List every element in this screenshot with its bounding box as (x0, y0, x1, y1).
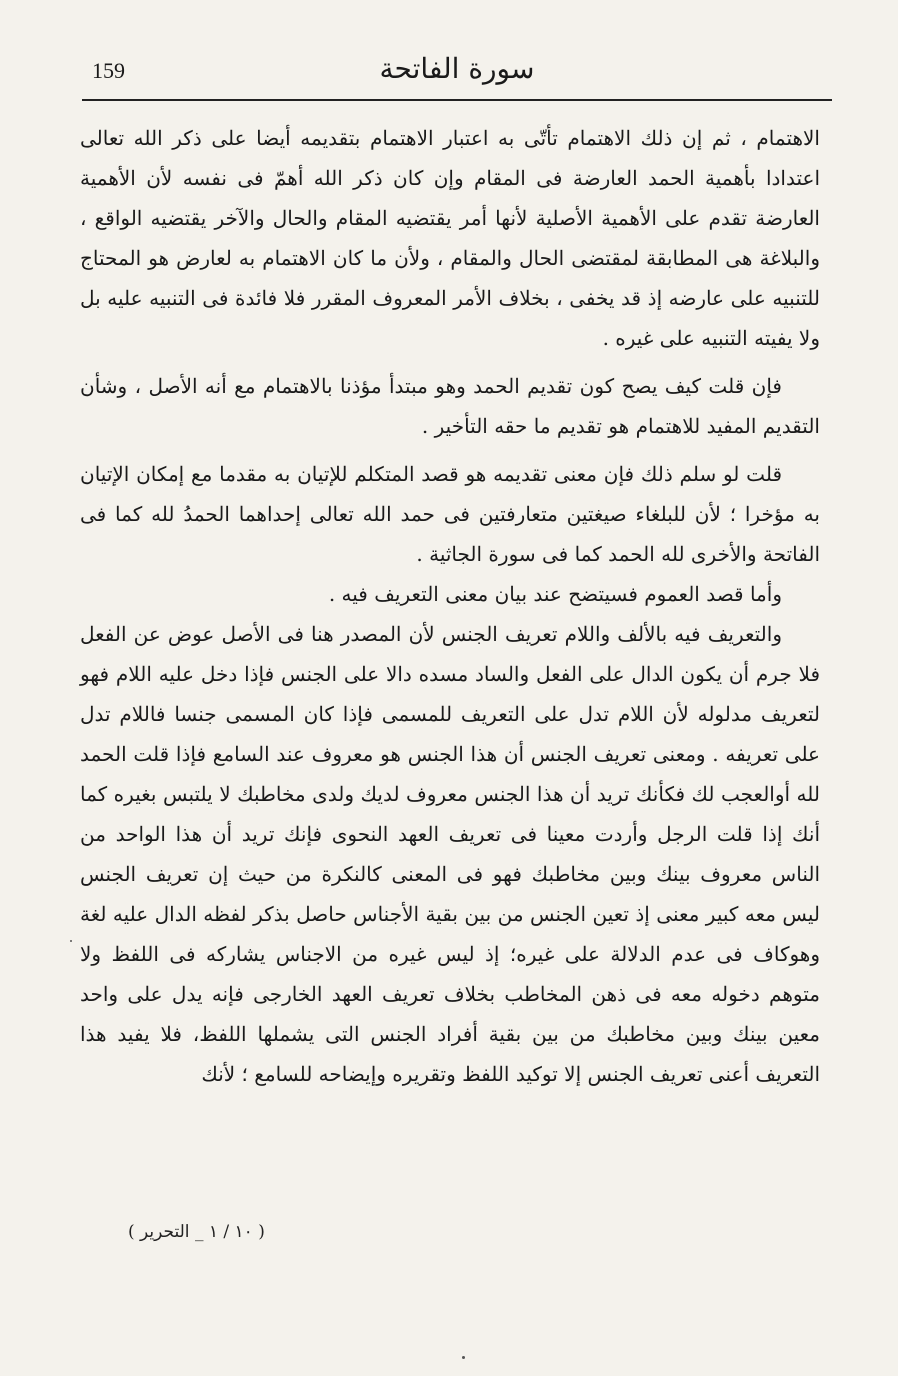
printer-signature: ( ١٠ / ١ _ التحرير ) (128, 1222, 265, 1242)
paper-speck (462, 1356, 465, 1359)
header-rule (82, 99, 832, 101)
page-header (82, 48, 832, 98)
paper-speck (70, 940, 72, 942)
paragraph-2: فإن قلت كيف يصح كون تقديم الحمد وهو مبتدأ مؤذنا بالاهتمام مع أنه الأصل ، وشأن التقديم المفيد للاهتمام هو تقديم ما حقه التأخير . (80, 374, 820, 438)
paragraph-3: قلت لو سلم ذلك فإن معنى تقديمه هو قصد المتكلم للإتيان به مقدما مع إمكان الإتيان به مؤخرا ؛ لأن للبلغاء صيغتين متعارفتين فى حمد الله تعالى إحداهما الحمدُ لله كما فى الفاتحة والأخرى لله الحمد كما فى سورة الجاثية . (80, 462, 820, 566)
page-number: 159 (92, 58, 125, 83)
body-text (80, 118, 820, 1094)
paragraph-5: والتعريف فيه بالألف واللام تعريف الجنس لأن المصدر هنا فى الأصل عوض عن الفعل فلا جرم أن يكون الدال على الفعل والساد مسده دالا على الجنس فإذا دخل عليه اللام فهو لتعريف مدلوله لأن اللام تدل على التعريف للمسمى فإذا كان المسمى جنسا فاللام تدل على تعريفه . ومعنى تعريف الجنس أن هذا الجنس هو معروف عند السامع فإذا قلت الحمد لله أوالعجب لك فكأنك تريد أن هذا الجنس معروف لديك ولدى مخاطبك لا يلتبس بغيره كما أنك إذا قلت الرجل وأردت معينا فى تعريف العهد النحوى فإنك تريد أن هذا الواحد من الناس معروف بينك وبين مخاطبك فهو فى المعنى كالنكرة من حيث إن تعريف الجنس ليس معه كبير معنى إذ تعين الجنس من بين بقية الأجناس حاصل بذكر لفظه الدال عليه لغة وهوكاف فى عدم الدلالة على غيره؛ إذ ليس غيره من الاجناس يشاركه فى اللفظ ولا متوهم دخوله معه فى ذهن المخاطب بخلاف تعريف العهد الخارجى فإنه يدل على واحد معين بينك وبين مخاطبك من بين بقية أفراد الجنس التى يشملها اللفظ، فلا يفيد هذا التعريف أعنى تعريف الجنس إلا توكيد اللفظ وتقريره وإيضاحه للسامع ؛ لأنك (80, 622, 821, 1086)
paragraph-1: الاهتمام ، ثم إن ذلك الاهتمام تأتّى به اعتبار الاهتمام بتقديمه أيضا على ذكر الله تعالى اعتدادا بأهمية الحمد العارضة فى المقام وإن كان ذكر الله أهمّ فى نفسه لأن الأهمية العارضة تقدم على الأهمية الأصلية لأنها أمر يقتضيه المقام والحال والآخر يقتضيه الواقع ، والبلاغة هى المطابقة لمقتضى الحال والمقام ، ولأن ما كان الاهتمام به لعارض هو المحتاج للتنبيه على عارضه إذ قد يخفى ، بخلاف الأمر المعروف المقرر فلا فائدة فى التنبيه عليه بل ولا يفيته التنبيه على غيره . (80, 126, 820, 350)
running-title: سورة الفاتحة (379, 52, 535, 85)
paragraph-4: وأما قصد العموم فسيتضح عند بيان معنى التعريف فيه . (328, 582, 782, 606)
